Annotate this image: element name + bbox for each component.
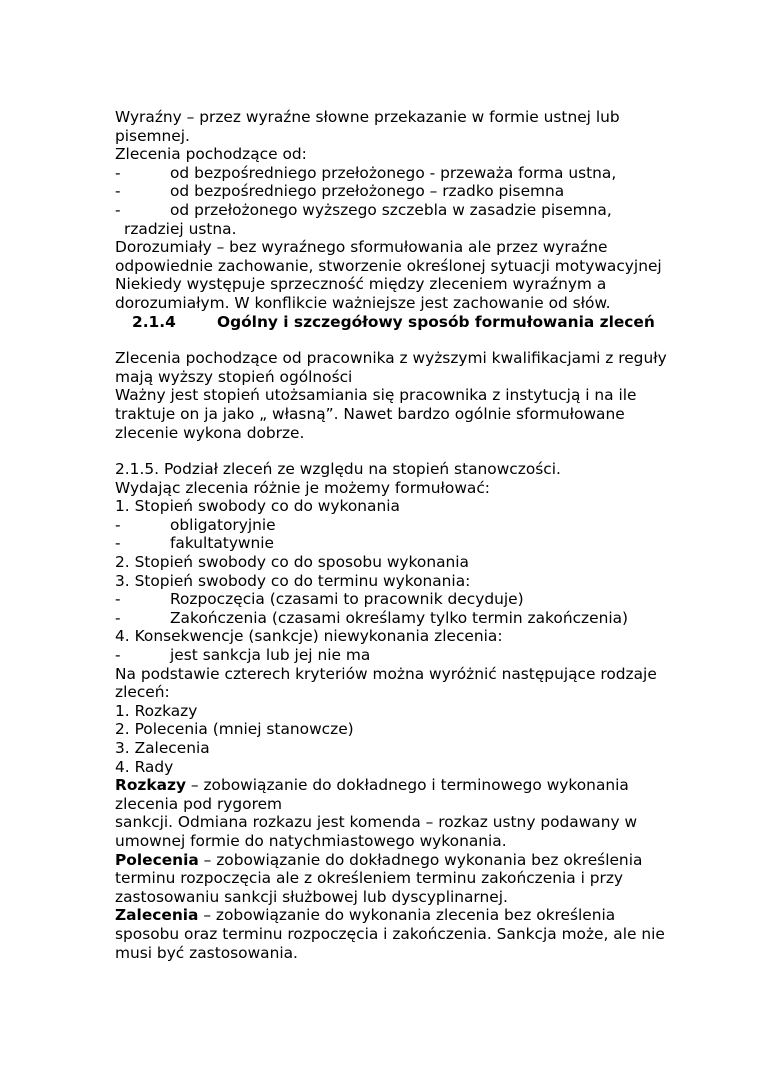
dash-marker: - bbox=[115, 534, 121, 553]
definition-term: Rozkazy bbox=[115, 776, 186, 795]
dash-marker: - bbox=[115, 515, 121, 534]
list-item: - fakultatywnie bbox=[115, 534, 275, 553]
page-content bbox=[115, 108, 675, 962]
paragraph-line: Wyraźny – przez wyraźne słowne przekazanie w formie ustnej lub bbox=[115, 108, 620, 126]
section-heading bbox=[115, 313, 675, 332]
paragraph-line: zlecenie wykona dobrze. bbox=[115, 423, 305, 442]
paragraph-line: dorozumiałym. W konflikcie ważniejsze jest zachowanie od słów. bbox=[115, 293, 611, 312]
dash-marker: - bbox=[115, 646, 121, 665]
list-item: - od przełożonego wyższego szczebla w zasadzie pisemna, bbox=[115, 200, 612, 219]
numbered-item: 2. Polecenia (mniej stanowcze) bbox=[115, 720, 354, 739]
list-item: - Zakończenia (czasami określamy tylko termin zakończenia) bbox=[115, 608, 629, 627]
numbered-item: 1. Rozkazy bbox=[115, 701, 198, 720]
definition-line: Polecenia – zobowiązanie do dokładnego wykonania bez określenia bbox=[115, 850, 643, 869]
paragraph-line: pisemnej. bbox=[115, 126, 190, 145]
paragraph-line: Niekiedy występuje sprzeczność między zleceniem wyraźnym a bbox=[115, 275, 607, 294]
dash-marker: - bbox=[115, 200, 121, 219]
numbered-item: 3. Zalecenia bbox=[115, 739, 210, 757]
paragraph-line: sposobu oraz terminu rozpoczęcia i zakończenia. Sankcja może, ale nie bbox=[115, 924, 665, 943]
paragraph-line: umownej formie do natychmiastowego wykonania. bbox=[115, 831, 507, 850]
paragraph-line: odpowiednie zachowanie, stworzenie określonej sytuacji motywacyjnej bbox=[115, 256, 662, 275]
dash-marker: - bbox=[115, 608, 121, 627]
numbered-item: 4. Rady bbox=[115, 757, 174, 776]
section-title: Ogólny i szczegółowy sposób formułowania zleceń bbox=[217, 312, 655, 331]
list-item: - obligatoryjnie bbox=[115, 515, 276, 534]
spacer bbox=[115, 442, 675, 460]
definition-term: Zalecenia bbox=[115, 906, 199, 925]
paragraph-line: zleceń: bbox=[115, 683, 170, 702]
numbered-item: 1. Stopień swobody co do wykonania bbox=[115, 497, 400, 516]
paragraph-line: 2.1.5. Podział zleceń ze względu na stopień stanowczości. bbox=[115, 460, 561, 479]
list-item: - od bezpośredniego przełożonego - przeważa forma ustna, bbox=[115, 163, 617, 182]
numbered-item: 3. Stopień swobody co do terminu wykonania: bbox=[115, 571, 471, 590]
paragraph-line: zlecenia pod rygorem bbox=[115, 794, 283, 813]
list-item-continuation: rzadziej ustna. bbox=[124, 219, 237, 238]
paragraph-line: Zlecenia pochodzące od: bbox=[115, 145, 307, 164]
paragraph-line: Zlecenia pochodzące od pracownika z wyższymi kwalifikacjami z reguły bbox=[115, 349, 667, 368]
numbered-item: 4. Konsekwencje (sankcje) niewykonania zlecenia: bbox=[115, 627, 503, 646]
list-item: - Rozpoczęcia (czasami to pracownik decyduje) bbox=[115, 590, 524, 609]
paragraph-line: traktuje on ja jako „ własną”. Nawet bardzo ogólnie sformułowane bbox=[115, 404, 625, 423]
paragraph-line: Wydając zlecenia różnie je możemy formułować: bbox=[115, 478, 490, 497]
list-item: - od bezpośredniego przełożonego – rzadko pisemna bbox=[115, 182, 565, 201]
definition-line: Rozkazy – zobowiązanie do dokładnego i terminowego wykonania bbox=[115, 776, 629, 795]
definition-term: Polecenia bbox=[115, 850, 199, 869]
list-item: - jest sankcja lub jej nie ma bbox=[115, 646, 371, 665]
paragraph-line: Ważny jest stopień utożsamiania się pracownika z instytucją i na ile bbox=[115, 386, 637, 405]
dash-marker: - bbox=[115, 182, 121, 201]
dash-marker: - bbox=[115, 163, 121, 182]
spacer bbox=[115, 331, 675, 349]
paragraph-line: terminu rozpoczęcia ale z określeniem terminu zakończenia i przy bbox=[115, 869, 624, 888]
definition-line: Zalecenia – zobowiązanie do wykonania zlecenia bez określenia bbox=[115, 906, 616, 925]
section-number: 2.1.4 bbox=[132, 312, 176, 331]
paragraph-line: Dorozumiały – bez wyraźnego sformułowania ale przez wyraźne bbox=[115, 238, 608, 257]
dash-marker: - bbox=[115, 590, 121, 609]
paragraph-line: sankcji. Odmiana rozkazu jest komenda – rozkaz ustny podawany w bbox=[115, 813, 638, 832]
paragraph-line: Na podstawie czterech kryteriów można wyróżnić następujące rodzaje bbox=[115, 664, 657, 683]
numbered-item: 2. Stopień swobody co do sposobu wykonania bbox=[115, 553, 469, 572]
paragraph-line: zastosowaniu sankcji służbowej lub dyscyplinarnej. bbox=[115, 887, 508, 906]
paragraph-line: mają wyższy stopień ogólności bbox=[115, 367, 353, 386]
paragraph-line: musi być zastosowania. bbox=[115, 943, 298, 962]
